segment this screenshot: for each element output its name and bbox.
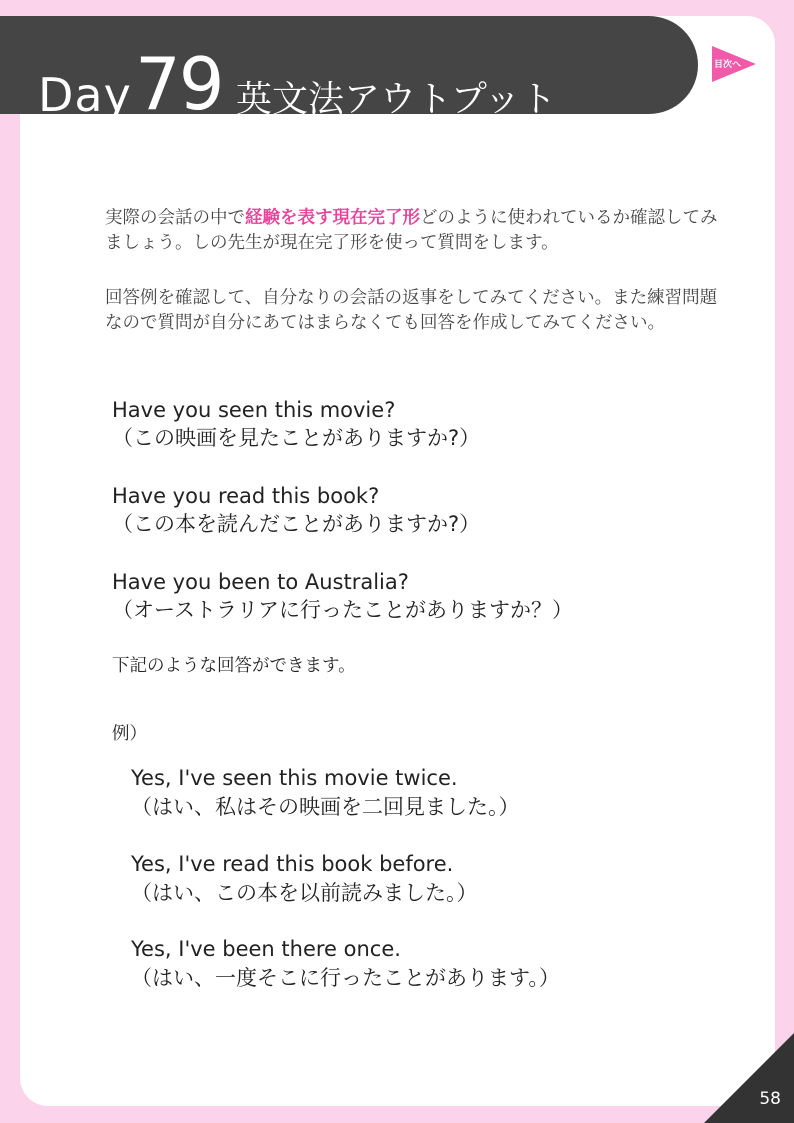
answer-en: Yes, I've seen this movie twice. [131, 766, 458, 790]
intro-prefix: 実際の会話の中で [105, 208, 245, 228]
page-title: 英文法アウトプット [236, 79, 557, 120]
header-band [0, 16, 698, 126]
answer-intro: 下記のような回答ができます。 [112, 656, 356, 676]
answer-jp: （はい、この本を以前読みました。） [131, 881, 478, 905]
answer-en: Yes, I've been there once. [131, 937, 401, 961]
question-1 [112, 396, 480, 452]
page-number: 58 [759, 1089, 781, 1109]
question-jp: （オーストラリアに行ったことがありますか？） [112, 598, 573, 622]
question-jp: （この映画を見たことがありますか?） [112, 426, 481, 450]
answer-en: Yes, I've read this book before. [131, 852, 454, 876]
answer-3 [131, 935, 560, 993]
page-corner [704, 1033, 794, 1123]
question-en: Have you read this book? [112, 484, 380, 508]
toc-button-label: 目次へ [714, 60, 742, 70]
intro-highlight: 経験を表す現在完了形 [245, 208, 420, 228]
example-label: 例） [112, 724, 147, 744]
question-en: Have you seen this movie? [112, 398, 396, 422]
question-en: Have you been to Australia? [112, 570, 409, 594]
intro-suffix: どのように使われているか確認してみましょう。しの先生が現在完了形を使って質問をします。 [105, 208, 718, 253]
question-3 [112, 568, 573, 624]
intro-text [105, 206, 725, 336]
answer-jp: （はい、私はその映画を二回見ました。） [131, 795, 520, 819]
question-jp: （この本を読んだことがありますか?） [112, 512, 481, 536]
intro-paragraph-1 [105, 206, 725, 256]
answer-2 [131, 850, 478, 908]
question-2 [112, 482, 480, 538]
answer-jp: （はい、一度そこに行ったことがあります。） [131, 966, 560, 990]
day-number: 79 [135, 42, 223, 126]
answer-1 [131, 764, 520, 822]
day-label: Day [38, 68, 132, 122]
intro-paragraph-2: 回答例を確認して、自分なりの会話の返事をしてみてください。また練習問題なので質問が自分にあてはまらなくても回答を作成してみてください。 [105, 288, 718, 333]
toc-button[interactable] [712, 44, 756, 84]
